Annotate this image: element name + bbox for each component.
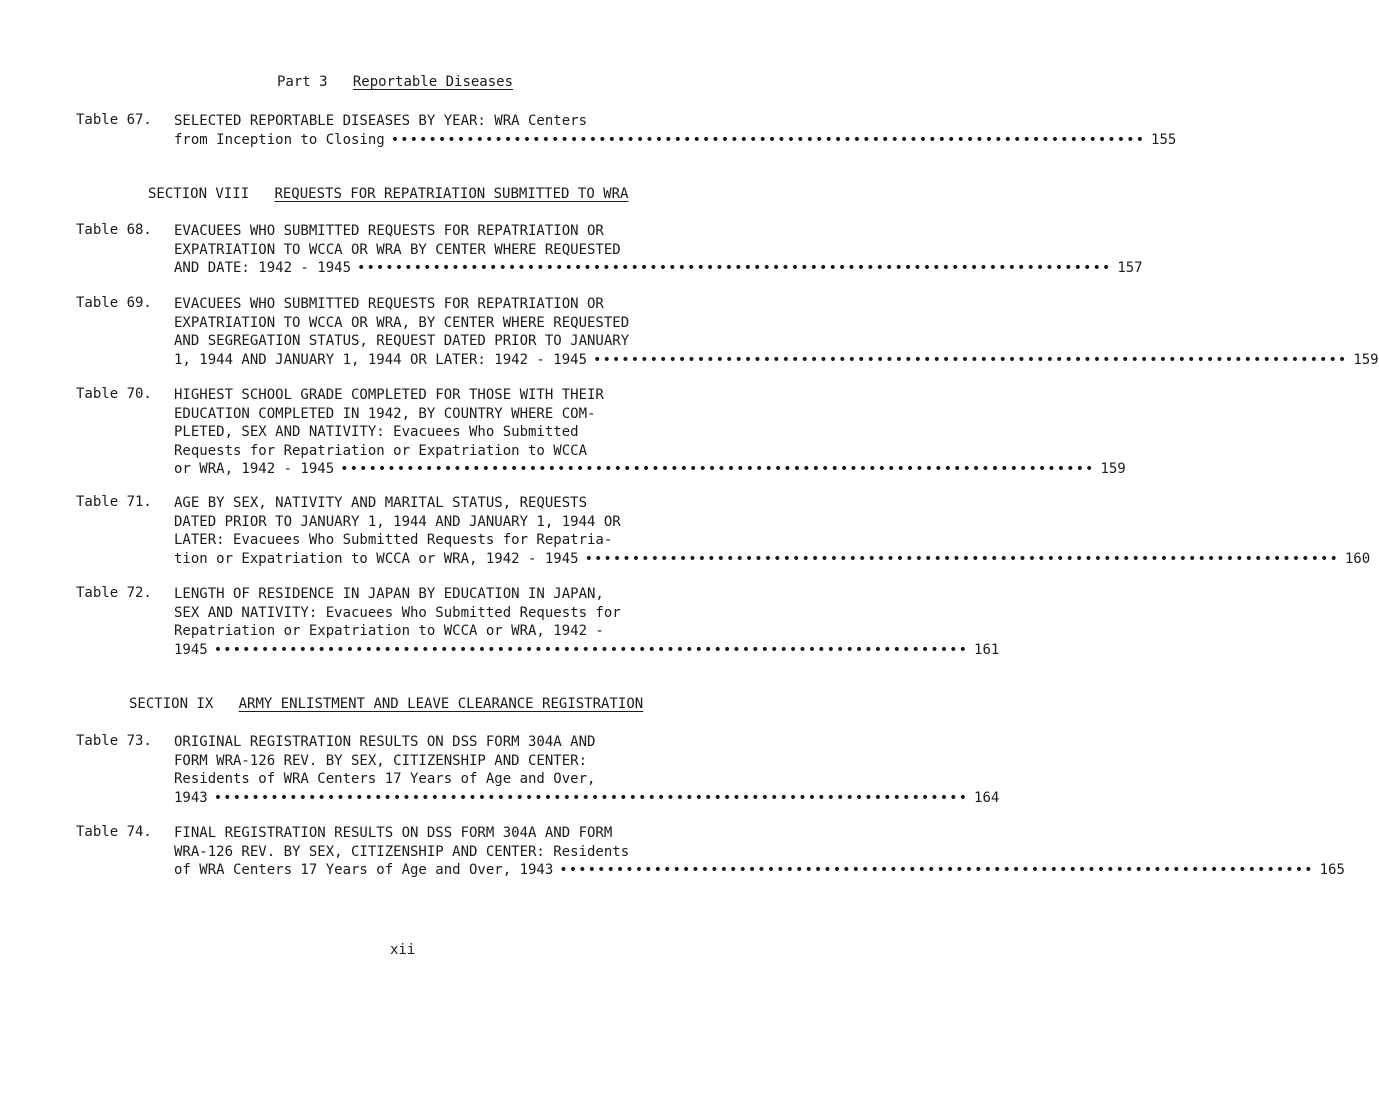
dot-leader: •••••••••••••••••••••••••••••••••••••••••••••••••••••••••••••••••••••••••••••••• bbox=[593, 351, 1348, 368]
part-title: Reportable Diseases bbox=[352, 74, 514, 90]
description-line: AGE BY SEX, NATIVITY AND MARITAL STATUS, REQUESTS bbox=[174, 495, 588, 511]
dot-leader: •••••••••••••••••••••••••••••••••••••••••••••••••••••••••••••••••••••••••••••••• bbox=[213, 641, 969, 658]
table-label: Table 70. bbox=[76, 386, 152, 402]
description-line: FORM WRA-126 REV. BY SEX, CITIZENSHIP AND CENTER: bbox=[174, 752, 588, 769]
description-line: FINAL REGISTRATION RESULTS ON DSS FORM 304A AND FORM bbox=[174, 825, 613, 841]
description-line: ORIGINAL REGISTRATION RESULTS ON DSS FORM 304A AND bbox=[174, 734, 596, 750]
page-ref: 155 bbox=[1151, 131, 1177, 148]
description-line: EVACUEES WHO SUBMITTED REQUESTS FOR REPATRIATION OR bbox=[174, 223, 604, 239]
description-line: 1945 bbox=[174, 641, 208, 658]
description-line: Residents of WRA Centers 17 Years of Age and Over, bbox=[174, 771, 596, 787]
dot-leader: •••••••••••••••••••••••••••••••••••••••••••••••••••••••••••••••••••••••••••••••• bbox=[584, 550, 1339, 567]
part-label: Part 3 bbox=[277, 74, 328, 90]
table-description bbox=[174, 112, 1177, 149]
section-title: REQUESTS FOR REPATRIATION SUBMITTED TO WRA bbox=[274, 186, 629, 202]
table-description bbox=[174, 733, 1000, 807]
description-last-line bbox=[174, 641, 1000, 660]
table-label: Table 74. bbox=[76, 824, 152, 840]
description-line: PLETED, SEX AND NATIVITY: Evacuees Who Submitted bbox=[174, 424, 579, 440]
dot-leader: •••••••••••••••••••••••••••••••••••••••••••••••••••••••••••••••••••••••••••••••• bbox=[340, 461, 1095, 477]
dot-leader: •••••••••••••••••••••••••••••••••••••••••••••••••••••••••••••••••••••••••••••••• bbox=[357, 260, 1112, 276]
dot-leader: •••••••••••••••••••••••••••••••••••••••••••••••••••••••••••••••••••••••••••••••• bbox=[559, 862, 1314, 878]
table-label: Table 67. bbox=[76, 112, 152, 128]
table-description bbox=[174, 386, 1126, 479]
description-line: Repatriation or Expatriation to WCCA or WRA, 1942 - bbox=[174, 623, 604, 639]
description-last-line bbox=[174, 460, 1126, 479]
description-line: tion or Expatriation to WCCA or WRA, 1942 - 1945 bbox=[174, 550, 579, 567]
table-label: Table 73. bbox=[76, 733, 152, 749]
section-label: SECTION VIII bbox=[148, 186, 250, 202]
description-line: EXPATRIATION TO WCCA OR WRA BY CENTER WHERE REQUESTED bbox=[174, 241, 621, 258]
description-last-line bbox=[174, 259, 1143, 278]
description-line: LENGTH OF RESIDENCE IN JAPAN BY EDUCATION IN JAPAN, bbox=[174, 586, 604, 602]
description-last-line bbox=[174, 861, 1345, 880]
table-description bbox=[174, 824, 1345, 880]
description-line: LATER: Evacuees Who Submitted Requests for Repatria- bbox=[174, 532, 613, 548]
section-heading-ix bbox=[129, 696, 643, 712]
table-description bbox=[174, 585, 1000, 659]
table-label: Table 69. bbox=[76, 295, 152, 311]
page-ref: 161 bbox=[974, 641, 1000, 658]
page-ref: 159 bbox=[1353, 351, 1379, 368]
description-line: AND SEGREGATION STATUS, REQUEST DATED PRIOR TO JANUARY bbox=[174, 333, 630, 349]
table-description bbox=[174, 295, 1379, 369]
description-line: EDUCATION COMPLETED IN 1942, BY COUNTRY WHERE COM- bbox=[174, 405, 596, 422]
page-number: xii bbox=[390, 942, 416, 958]
table-description bbox=[174, 222, 1143, 278]
description-line: of WRA Centers 17 Years of Age and Over, 1943 bbox=[174, 862, 554, 878]
description-line: SELECTED REPORTABLE DISEASES BY YEAR: WRA Centers bbox=[174, 113, 588, 129]
description-last-line bbox=[174, 131, 1177, 150]
table-label: Table 72. bbox=[76, 585, 152, 601]
page-ref: 165 bbox=[1319, 862, 1345, 878]
dot-leader: •••••••••••••••••••••••••••••••••••••••••••••••••••••••••••••••••••••••••••••••• bbox=[213, 789, 969, 806]
page-ref: 164 bbox=[974, 789, 1000, 806]
description-last-line bbox=[174, 789, 1000, 808]
description-last-line bbox=[174, 351, 1379, 370]
dot-leader: •••••••••••••••••••••••••••••••••••••••••••••••••••••••••••••••••••••••••••••••• bbox=[390, 131, 1146, 148]
description-line: SEX AND NATIVITY: Evacuees Who Submitted Requests for bbox=[174, 604, 621, 621]
table-label: Table 71. bbox=[76, 494, 152, 510]
description-line: DATED PRIOR TO JANUARY 1, 1944 AND JANUARY 1, 1944 OR bbox=[174, 513, 621, 530]
table-label: Table 68. bbox=[76, 222, 152, 238]
description-line: WRA-126 REV. BY SEX, CITIZENSHIP AND CENTER: Residents bbox=[174, 843, 630, 860]
table-description bbox=[174, 494, 1371, 568]
description-line: 1943 bbox=[174, 789, 208, 806]
section-label: SECTION IX bbox=[129, 696, 214, 712]
part-heading bbox=[277, 74, 513, 90]
page-ref: 159 bbox=[1100, 461, 1126, 477]
section-title: ARMY ENLISTMENT AND LEAVE CLEARANCE REGISTRATION bbox=[238, 696, 644, 712]
page-ref: 160 bbox=[1344, 550, 1371, 567]
description-line: EXPATRIATION TO WCCA OR WRA, BY CENTER WHERE REQUESTED bbox=[174, 314, 630, 331]
description-line: EVACUEES WHO SUBMITTED REQUESTS FOR REPATRIATION OR bbox=[174, 296, 604, 312]
description-line: AND DATE: 1942 - 1945 bbox=[174, 260, 352, 276]
page-ref: 157 bbox=[1117, 260, 1143, 276]
description-line: from Inception to Closing bbox=[174, 131, 385, 148]
description-last-line bbox=[174, 550, 1371, 569]
description-line: 1, 1944 AND JANUARY 1, 1944 OR LATER: 1942 - 1945 bbox=[174, 351, 588, 368]
description-line: Requests for Repatriation or Expatriation to WCCA bbox=[174, 442, 588, 459]
section-heading-viii bbox=[148, 186, 628, 202]
description-line: HIGHEST SCHOOL GRADE COMPLETED FOR THOSE WITH THEIR bbox=[174, 387, 604, 403]
description-line: or WRA, 1942 - 1945 bbox=[174, 461, 335, 477]
